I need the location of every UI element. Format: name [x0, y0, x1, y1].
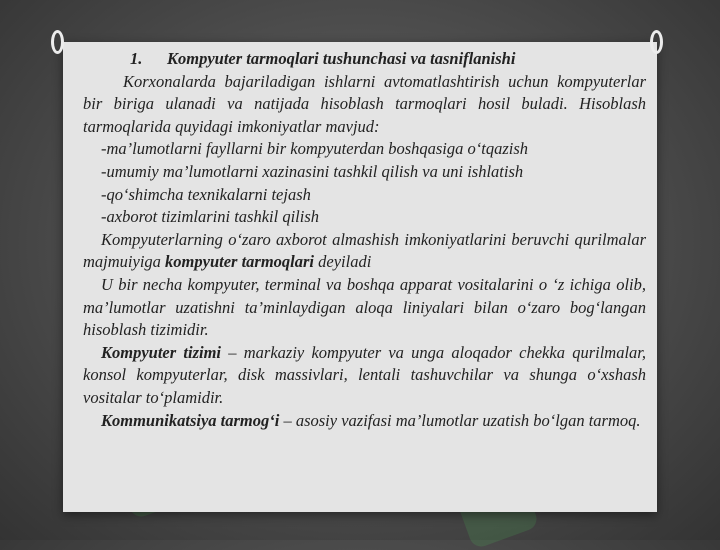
- comm-text: – asosiy vazifasi ma’lumotlar uzatish bo‘lgan tarmoq.: [279, 410, 641, 430]
- list-item: -ma’lumotlarni fayllarni bir kompyuterdan boshqasiga o‘tqazish: [101, 139, 529, 159]
- list-item: -qo‘shimcha texnikalarni tejash: [101, 184, 311, 204]
- comm-paragraph: [83, 410, 646, 433]
- system-text: – markaziy kompyuter va unga aloqador chekka qurilmalar, konsol kompyuterlar, disk massivlari, lentali tashuvchilar va shunga o‘xshash vositalar to‘plamidir.: [83, 342, 647, 407]
- network-paragraph: [83, 229, 646, 274]
- intro-paragraph: Korxonalarda bajariladigan ishlarni avtomatlashtirish uchun kompyuterlar bir biriga ulanadi va natijada hisoblash tarmoqlari hosil buladi. Hisoblash tarmoqlarida quyidagi imkoniyatlar mavjud:: [83, 71, 646, 136]
- list-item: -umumiy ma’lumotlarni xazinasini tashkil qilish va uni ishlatish: [101, 161, 524, 181]
- definition-paragraph: U bir necha kompyuter, terminal va boshqa apparat vositalarini o ‘z ichiga olib, ma’lumotlar uzatishni ta’minlaydigan aloqa liniyalari bilan o‘zaro bog‘langan hisoblash tizimidir.: [83, 274, 646, 340]
- system-paragraph: [83, 342, 646, 410]
- network-text-end: deyiladi: [314, 252, 372, 272]
- network-term: kompyuter tarmoqlari: [165, 252, 315, 272]
- heading-title: Kompyuter tarmoqlari tushunchasi va tasniflanishi: [167, 49, 516, 68]
- comm-term: Kommunikatsiya tarmog‘i: [101, 410, 280, 430]
- system-term: Kompyuter tizimi: [101, 342, 222, 362]
- heading-number: 1.: [130, 49, 143, 68]
- list-item: -axborot tizimlarini tashkil qilish: [101, 207, 320, 227]
- binder-ring-right: [650, 30, 663, 54]
- network-text: Kompyuterlarning o‘zaro axborot almashish imkoniyatlarini beruvchi qurilmalar majmuiyiga: [83, 229, 646, 272]
- binder-ring-left: [51, 30, 64, 54]
- slide-content: [83, 48, 646, 432]
- section-heading: [83, 48, 646, 71]
